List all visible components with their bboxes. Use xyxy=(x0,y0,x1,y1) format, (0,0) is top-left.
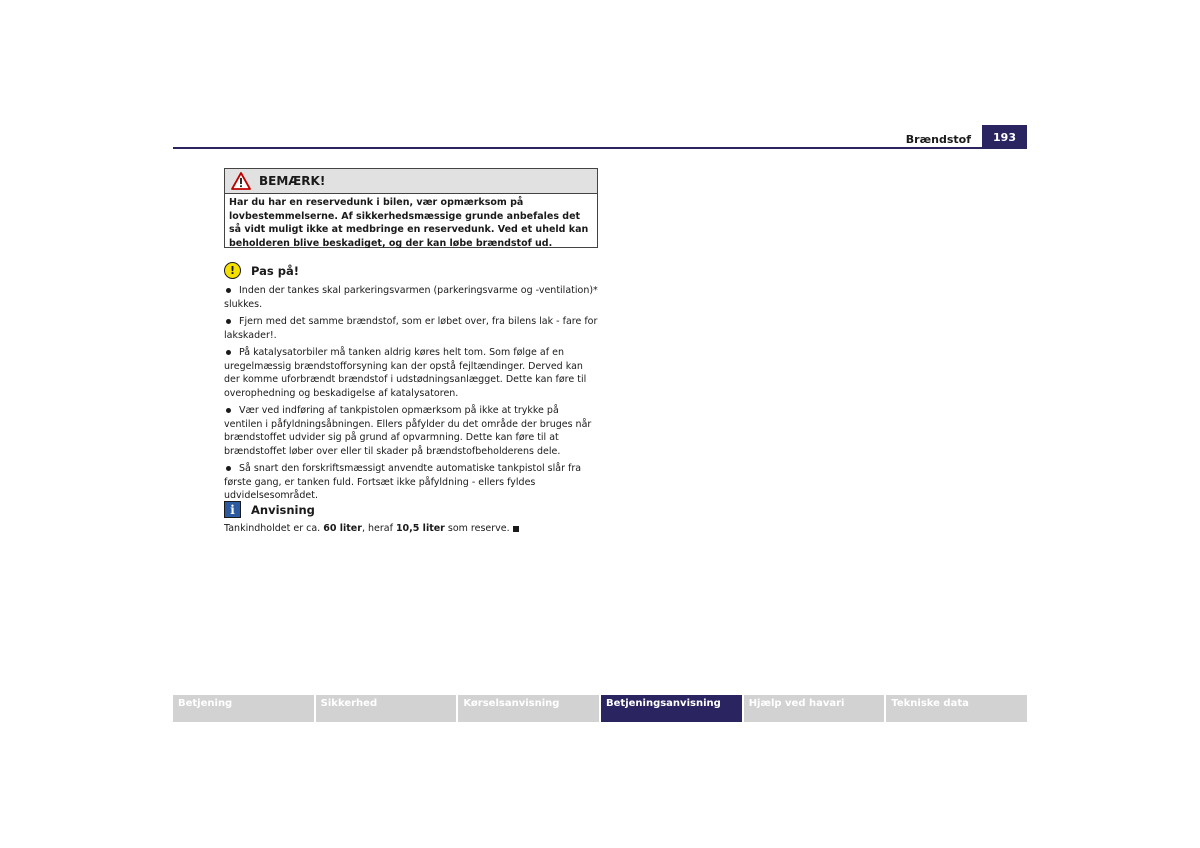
page-number: 193 xyxy=(982,125,1027,149)
tab-tekniske-data[interactable]: Tekniske data xyxy=(886,695,1027,722)
note-text: Tankindholdet er ca. 60 liter, heraf 10,5 liter som reserve. xyxy=(224,522,519,535)
list-item: Inden der tankes skal parkeringsvarmen (parkeringsvarme og -ventilation)* slukkes. xyxy=(224,285,598,310)
warning-header xyxy=(225,169,597,194)
bullet-icon xyxy=(226,408,231,413)
caution-header xyxy=(224,262,299,279)
tank-capacity: 60 liter xyxy=(323,523,362,534)
bullet-icon xyxy=(226,288,231,293)
list-item: Så snart den forskriftsmæssigt anvendte automatiske tankpistol slår fra første gang, er tanken fuld. Fortsæt ikke påfyldning - ellers fyldes udvidelsesområdet. xyxy=(224,463,582,501)
warning-title: BEMÆRK! xyxy=(259,174,326,188)
bullet-icon xyxy=(226,350,231,355)
warning-text: Har du har en reservedunk i bilen, vær opmærksom på lovbestemmelserne. Af sikkerhedsmæssige grunde anbefales det så vidt muligt ikke at medbringe en reservedunk. Ved et uheld kan beholderen blive beskadiget, og der kan løbe brændstof ud. xyxy=(229,197,589,249)
end-marker-icon xyxy=(513,526,519,532)
info-icon: i xyxy=(224,501,241,518)
tab-sikkerhed[interactable]: Sikkerhed xyxy=(316,695,457,722)
bullet-icon xyxy=(226,466,231,471)
note-header xyxy=(224,501,315,518)
list-item: Fjern med det samme brændstof, som er løbet over, fra bilens lak - fare for lakskader!. xyxy=(224,316,598,341)
tab-betjeningsanvisning[interactable]: Betjeningsanvisning xyxy=(601,695,742,722)
header-rule xyxy=(173,147,1027,149)
caution-title: Pas på! xyxy=(251,263,299,278)
tab-hjaelp-ved-havari[interactable]: Hjælp ved havari xyxy=(744,695,885,722)
list-item: Vær ved indføring af tankpistolen opmærksom på ikke at trykke på ventilen i påfyldningsåbningen. Ellers påfylder du det område der bruges når brændstoffet udvider sig på grund af opvarmning. Dette kan føre til at brændstoffet løber over eller til skader på brændstofbeholderens dele. xyxy=(224,405,592,457)
section-title: Brændstof xyxy=(905,133,971,146)
chapter-nav xyxy=(173,695,1027,722)
list-item: På katalysatorbiler må tanken aldrig køres helt tom. Som følge af en uregelmæssig brændstofforsyning kan der opstå fejltændinger. Derved kan der komme uforbrændt brændstof i udstødningsanlægget. Dette kan føre til overophedning og beskadigelse af katalysatoren. xyxy=(224,347,587,399)
warning-box xyxy=(224,168,598,248)
tab-betjening[interactable]: Betjening xyxy=(173,695,314,722)
bullet-icon xyxy=(226,319,231,324)
tab-korselsanvisning[interactable]: Kørselsanvisning xyxy=(458,695,599,722)
note-title: Anvisning xyxy=(251,502,315,517)
reserve-capacity: 10,5 liter xyxy=(395,523,445,534)
exclamation-icon: ! xyxy=(224,262,241,279)
warning-triangle-icon xyxy=(231,172,251,190)
caution-list xyxy=(224,284,600,507)
